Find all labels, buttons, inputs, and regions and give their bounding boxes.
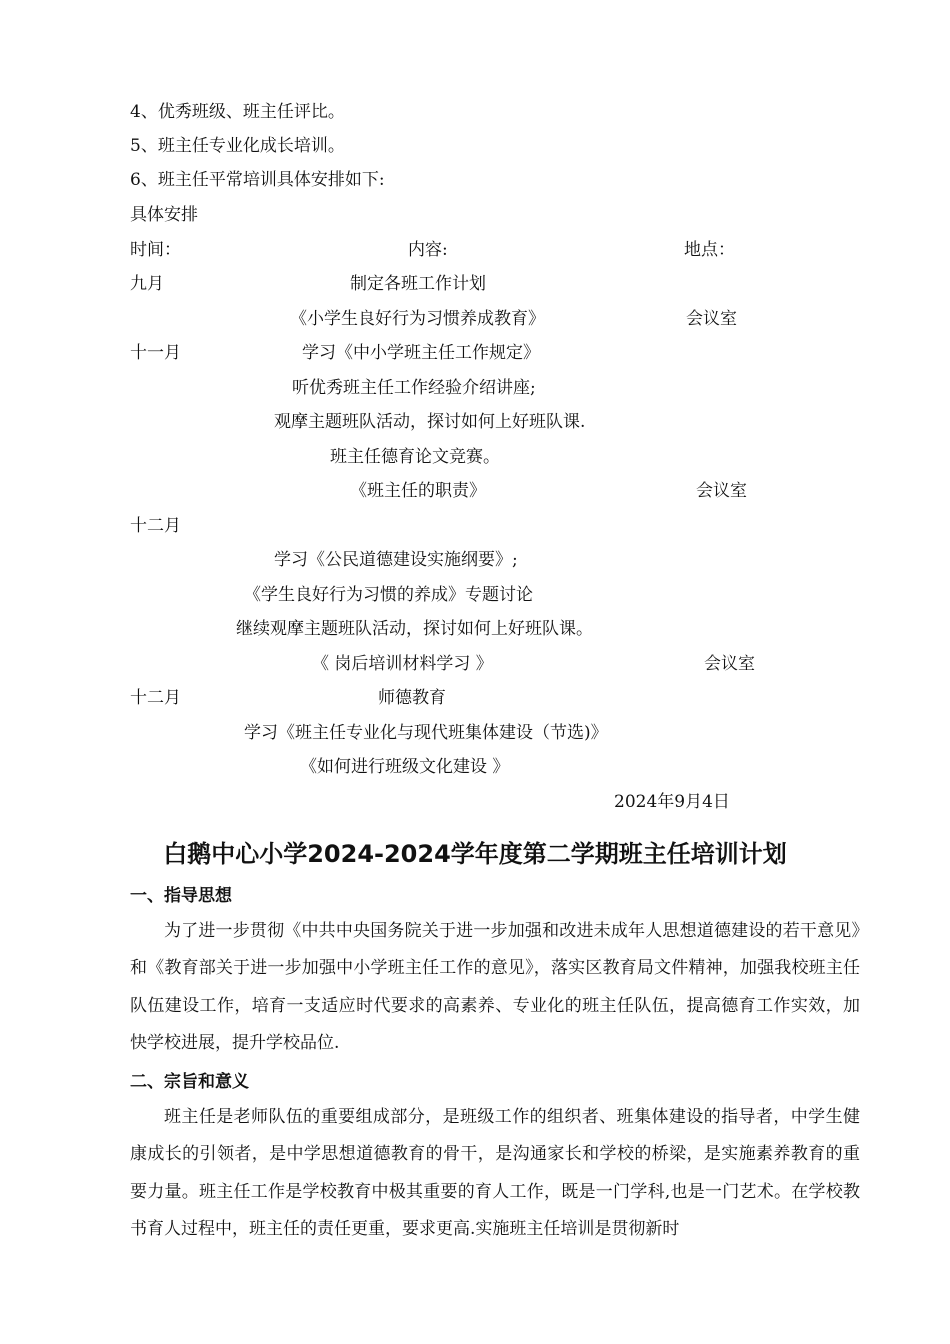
header-place: 地点：	[684, 240, 735, 260]
row-content: 学习《班主任专业化与现代班集体建设（节选)》	[244, 723, 608, 743]
row-content: 《小学生良好行为习惯养成教育》	[290, 309, 545, 329]
section-heading-purpose: 二、宗旨和意义	[130, 1072, 249, 1092]
row-time: 十一月	[130, 343, 181, 363]
row-content: 《如何进行班级文化建设 》	[300, 757, 510, 777]
row-content: 学习《公民道德建设实施纲要》;	[274, 550, 518, 570]
section-heading-guiding-ideology: 一、指导思想	[130, 886, 232, 906]
row-content: 学习《中小学班主任工作规定》	[302, 343, 540, 363]
row-place: 会议室	[704, 654, 755, 674]
row-content: 班主任德育论文竞赛。	[330, 447, 500, 467]
row-content: 师德教育	[378, 688, 446, 708]
row-time: 九月	[130, 274, 164, 294]
row-content: 制定各班工作计划	[350, 274, 486, 294]
row-time: 十二月	[130, 516, 181, 536]
row-content: 观摩主题班队活动，探讨如何上好班队课.	[274, 412, 586, 432]
schedule-label: 具体安排	[130, 205, 198, 225]
row-content: 《学生良好行为习惯的养成》专题讨论	[244, 585, 533, 605]
document-title: 白鹅中心小学2024-2024学年度第二学期班主任培训计划	[163, 840, 787, 868]
row-place: 会议室	[696, 481, 747, 501]
header-content: 内容:	[408, 240, 448, 260]
list-item-5: 5、班主任专业化成长培训。	[130, 136, 345, 156]
row-content: 继续观摩主题班队活动，探讨如何上好班队课。	[236, 619, 593, 639]
section-body-guiding-ideology: 为了进一步贯彻《中共中央国务院关于进一步加强和改进未成年人思想道德建设的若干意见》和《教育部关于进一步加强中小学班主任工作的意见》，落实区教育局文件精神，加强我校班主任队伍建设工作，培育一支适应时代要求的高素养、专业化的班主任队伍，提高德育工作实效，加快学校进展，提升学校品位.	[130, 921, 860, 1054]
date-line: 2024年9月4日	[614, 792, 730, 812]
section-body-purpose: 班主任是老师队伍的重要组成部分，是班级工作的组织者、班集体建设的指导者，中学生健康成长的引领者，是中学思想道德教育的骨干，是沟通家长和学校的桥梁，是实施素养教育的重要力量。班主任工作是学校教育中极其重要的育人工作，既是一门学科,也是一门艺术。在学校教书育人过程中，班主任的责任更重，要求更高.实施班主任培训是贯彻新时	[130, 1107, 860, 1240]
row-content: 《 岗后培训材料学习 》	[312, 654, 493, 674]
list-item-6: 6、班主任平常培训具体安排如下:	[130, 170, 385, 190]
row-content: 听优秀班主任工作经验介绍讲座;	[292, 378, 536, 398]
row-content: 《班主任的职责》	[350, 481, 486, 501]
header-time: 时间：	[130, 240, 181, 260]
row-place: 会议室	[686, 309, 737, 329]
list-item-4: 4、优秀班级、班主任评比。	[130, 102, 345, 122]
row-time: 十二月	[130, 688, 181, 708]
